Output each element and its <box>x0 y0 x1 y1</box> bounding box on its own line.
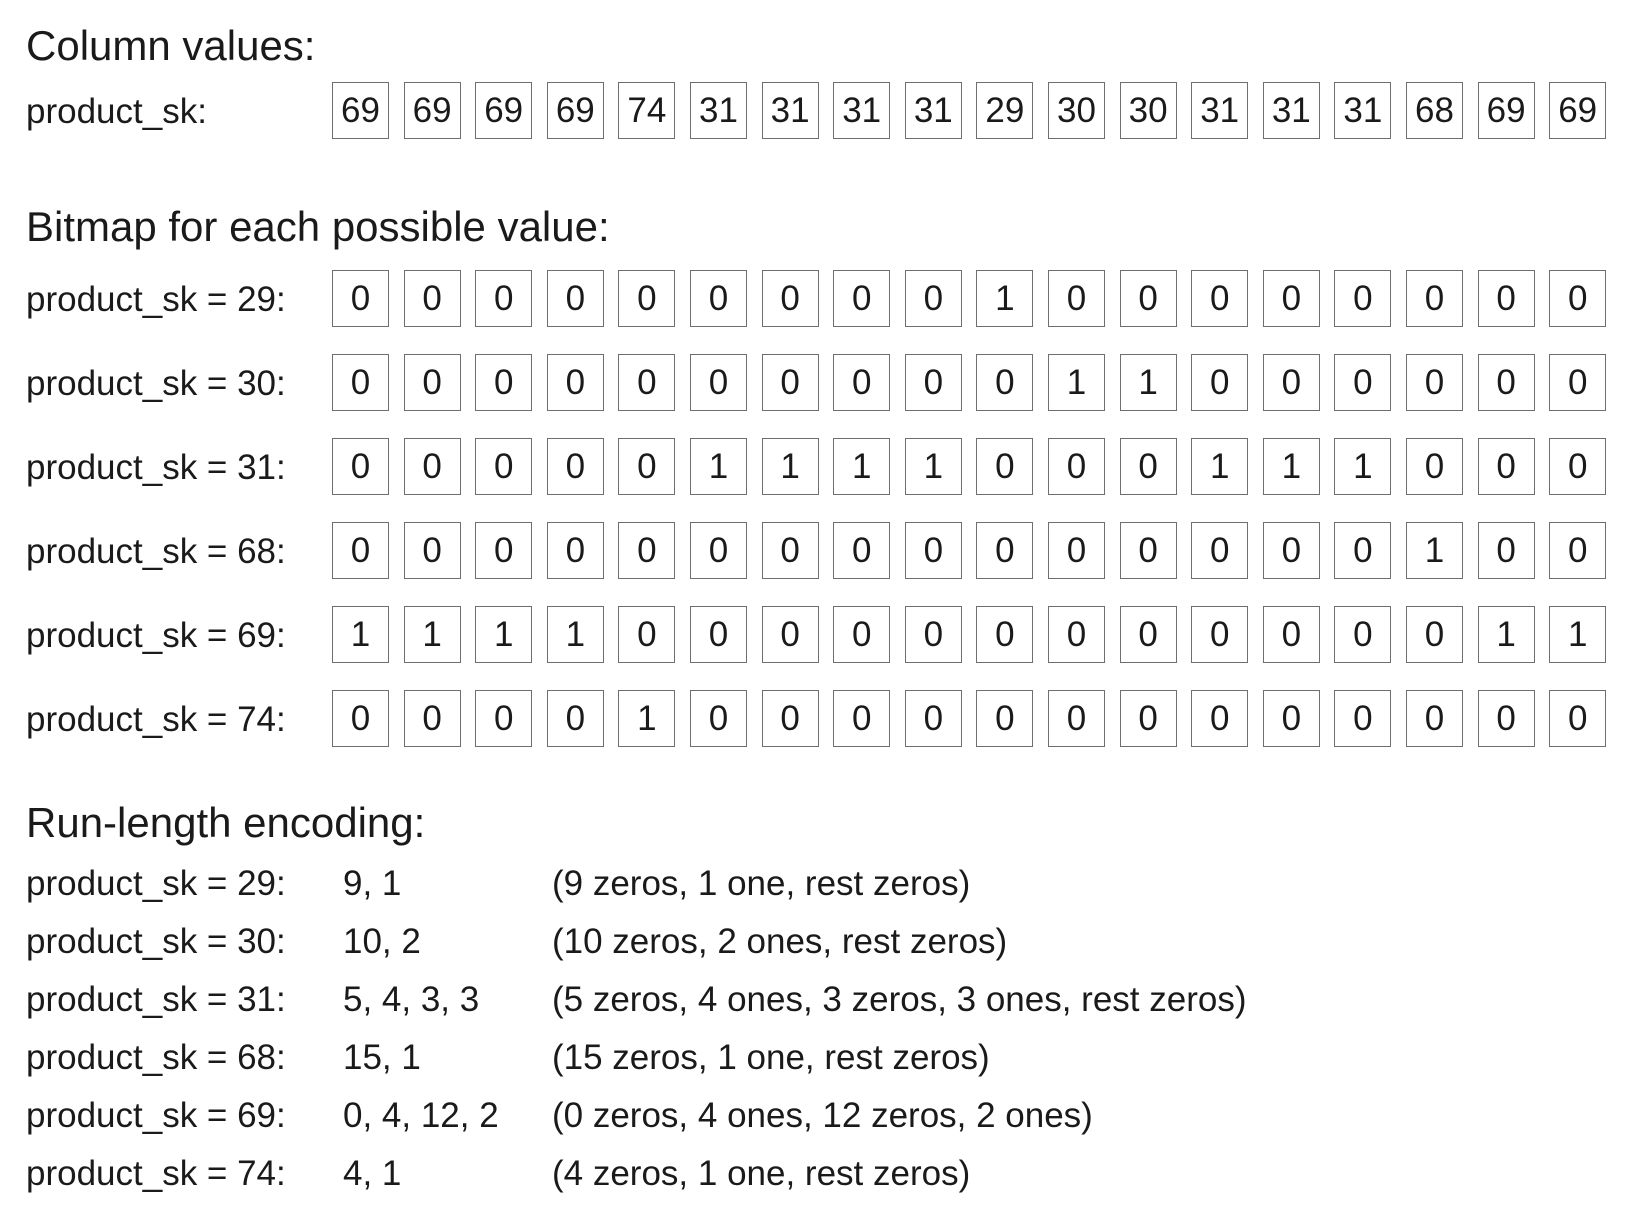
value-cell: 0 <box>690 522 747 579</box>
value-cell: 1 <box>1120 354 1177 411</box>
value-cell: 0 <box>404 438 461 495</box>
value-cell: 0 <box>1334 270 1391 327</box>
value-cell: 0 <box>1120 270 1177 327</box>
value-cell: 1 <box>1406 522 1463 579</box>
value-cell: 0 <box>762 270 819 327</box>
value-cell: 0 <box>1048 606 1105 663</box>
value-cell: 1 <box>547 606 604 663</box>
value-cell: 0 <box>1478 438 1535 495</box>
bitmap-row-label: product_sk = 30: <box>26 364 286 403</box>
value-cell: 0 <box>976 522 1033 579</box>
value-cell: 0 <box>690 690 747 747</box>
rle-row-code: 0, 4, 12, 2 <box>343 1096 499 1135</box>
value-cell: 0 <box>833 606 890 663</box>
value-cell: 0 <box>1263 270 1320 327</box>
value-cell: 0 <box>332 438 389 495</box>
value-cell: 0 <box>1263 522 1320 579</box>
rle-row-description: (15 zeros, 1 one, rest zeros) <box>552 1038 990 1077</box>
value-cell: 0 <box>1478 690 1535 747</box>
value-cell: 0 <box>1549 354 1606 411</box>
value-cell: 30 <box>1120 82 1177 139</box>
value-cell: 0 <box>1120 690 1177 747</box>
value-cell: 0 <box>976 606 1033 663</box>
value-cell: 0 <box>618 354 675 411</box>
value-cell: 0 <box>690 270 747 327</box>
value-cell: 0 <box>976 438 1033 495</box>
value-cell: 0 <box>332 522 389 579</box>
rle-heading: Run-length encoding: <box>26 799 426 846</box>
rle-row-label: product_sk = 68: <box>26 1038 286 1077</box>
value-cell: 29 <box>976 82 1033 139</box>
value-cell: 0 <box>404 522 461 579</box>
rle-row-description: (4 zeros, 1 one, rest zeros) <box>552 1154 971 1193</box>
value-cell: 0 <box>905 522 962 579</box>
value-cell: 0 <box>1478 354 1535 411</box>
rle-row-description: (9 zeros, 1 one, rest zeros) <box>552 864 971 903</box>
rle-row-label: product_sk = 29: <box>26 864 286 903</box>
value-cell: 69 <box>1549 82 1606 139</box>
value-cell: 0 <box>1120 438 1177 495</box>
value-cell: 0 <box>547 522 604 579</box>
rle-row-description: (5 zeros, 4 ones, 3 zeros, 3 ones, rest zeros) <box>552 980 1247 1019</box>
value-cell: 0 <box>1406 606 1463 663</box>
value-cell: 0 <box>1549 438 1606 495</box>
rle-row-code: 10, 2 <box>343 922 421 961</box>
value-cell: 31 <box>762 82 819 139</box>
value-cell: 0 <box>1549 690 1606 747</box>
value-cell: 0 <box>1549 522 1606 579</box>
value-cell: 0 <box>404 690 461 747</box>
value-cell: 1 <box>1478 606 1535 663</box>
value-cell: 1 <box>833 438 890 495</box>
value-cell: 0 <box>690 354 747 411</box>
value-cell: 0 <box>976 354 1033 411</box>
value-cell: 0 <box>1406 270 1463 327</box>
value-cell: 0 <box>1191 354 1248 411</box>
value-cell: 0 <box>833 522 890 579</box>
value-cell: 0 <box>1406 690 1463 747</box>
rle-row-code: 5, 4, 3, 3 <box>343 980 480 1019</box>
value-cell: 0 <box>475 354 532 411</box>
value-cell: 0 <box>332 354 389 411</box>
value-cell: 0 <box>1048 270 1105 327</box>
value-cell: 0 <box>976 690 1033 747</box>
value-cell: 0 <box>833 270 890 327</box>
value-cell: 0 <box>762 354 819 411</box>
value-cell: 0 <box>1334 522 1391 579</box>
value-cell: 69 <box>332 82 389 139</box>
bitmap-row-label: product_sk = 74: <box>26 700 286 739</box>
value-cell: 0 <box>1549 270 1606 327</box>
value-cell: 68 <box>1406 82 1463 139</box>
value-cell: 0 <box>905 606 962 663</box>
value-cell: 0 <box>1048 522 1105 579</box>
value-cell: 0 <box>1191 270 1248 327</box>
value-cell: 30 <box>1048 82 1105 139</box>
value-cell: 1 <box>762 438 819 495</box>
value-cell: 1 <box>475 606 532 663</box>
value-cell: 1 <box>976 270 1033 327</box>
value-cell: 1 <box>690 438 747 495</box>
value-cell: 0 <box>618 438 675 495</box>
value-cell: 1 <box>618 690 675 747</box>
value-cell: 0 <box>1478 270 1535 327</box>
value-cell: 0 <box>1120 522 1177 579</box>
value-cell: 0 <box>1263 606 1320 663</box>
value-cell: 69 <box>1478 82 1535 139</box>
value-cell: 0 <box>905 270 962 327</box>
value-cell: 0 <box>618 522 675 579</box>
value-cell: 0 <box>1048 690 1105 747</box>
value-cell: 31 <box>1334 82 1391 139</box>
rle-row-code: 9, 1 <box>343 864 402 903</box>
value-cell: 74 <box>618 82 675 139</box>
rle-row-label: product_sk = 31: <box>26 980 286 1019</box>
value-cell: 0 <box>1263 690 1320 747</box>
value-cell: 0 <box>475 438 532 495</box>
value-cell: 0 <box>1406 354 1463 411</box>
value-cell: 0 <box>833 354 890 411</box>
value-cell: 31 <box>1191 82 1248 139</box>
value-cell: 31 <box>1263 82 1320 139</box>
value-cell: 31 <box>833 82 890 139</box>
value-cell: 1 <box>332 606 389 663</box>
value-cell: 1 <box>404 606 461 663</box>
value-cell: 1 <box>1334 438 1391 495</box>
value-cell: 0 <box>1263 354 1320 411</box>
value-cell: 31 <box>905 82 962 139</box>
value-cell: 0 <box>690 606 747 663</box>
value-cell: 0 <box>332 270 389 327</box>
value-cell: 0 <box>1120 606 1177 663</box>
value-cell: 0 <box>475 270 532 327</box>
rle-row-description: (0 zeros, 4 ones, 12 zeros, 2 ones) <box>552 1096 1093 1135</box>
value-cell: 69 <box>475 82 532 139</box>
value-cell: 0 <box>404 354 461 411</box>
value-cell: 31 <box>690 82 747 139</box>
rle-row-label: product_sk = 74: <box>26 1154 286 1193</box>
value-cell: 0 <box>1191 606 1248 663</box>
value-cell: 0 <box>1478 522 1535 579</box>
value-cell: 1 <box>1263 438 1320 495</box>
bitmap-row-label: product_sk = 29: <box>26 280 286 319</box>
value-cell: 0 <box>547 690 604 747</box>
value-cell: 0 <box>475 522 532 579</box>
value-cell: 0 <box>762 522 819 579</box>
bitmap-row-label: product_sk = 69: <box>26 616 286 655</box>
value-cell: 0 <box>905 354 962 411</box>
value-cell: 0 <box>1334 354 1391 411</box>
value-cell: 0 <box>618 270 675 327</box>
bitmap-row-label: product_sk = 68: <box>26 532 286 571</box>
value-cell: 69 <box>547 82 604 139</box>
value-cell: 0 <box>404 270 461 327</box>
value-cell: 0 <box>547 354 604 411</box>
column-values-label: product_sk: <box>26 92 207 131</box>
value-cell: 0 <box>1191 690 1248 747</box>
value-cell: 0 <box>1334 606 1391 663</box>
value-cell: 0 <box>762 690 819 747</box>
rle-row-label: product_sk = 69: <box>26 1096 286 1135</box>
rle-row-code: 15, 1 <box>343 1038 421 1077</box>
rle-row-description: (10 zeros, 2 ones, rest zeros) <box>552 922 1008 961</box>
value-cell: 1 <box>1048 354 1105 411</box>
value-cell: 0 <box>618 606 675 663</box>
value-cell: 0 <box>1406 438 1463 495</box>
value-cell: 0 <box>1334 690 1391 747</box>
value-cell: 0 <box>905 690 962 747</box>
bitmap-heading: Bitmap for each possible value: <box>26 203 610 250</box>
value-cell: 1 <box>1191 438 1248 495</box>
value-cell: 1 <box>905 438 962 495</box>
column-values-heading: Column values: <box>26 22 316 69</box>
value-cell: 0 <box>762 606 819 663</box>
rle-row-label: product_sk = 30: <box>26 922 286 961</box>
value-cell: 1 <box>1549 606 1606 663</box>
rle-row-code: 4, 1 <box>343 1154 402 1193</box>
value-cell: 0 <box>1191 522 1248 579</box>
value-cell: 0 <box>332 690 389 747</box>
value-cell: 69 <box>404 82 461 139</box>
value-cell: 0 <box>1048 438 1105 495</box>
value-cell: 0 <box>547 270 604 327</box>
value-cell: 0 <box>475 690 532 747</box>
value-cell: 0 <box>547 438 604 495</box>
value-cell: 0 <box>833 690 890 747</box>
bitmap-row-label: product_sk = 31: <box>26 448 286 487</box>
